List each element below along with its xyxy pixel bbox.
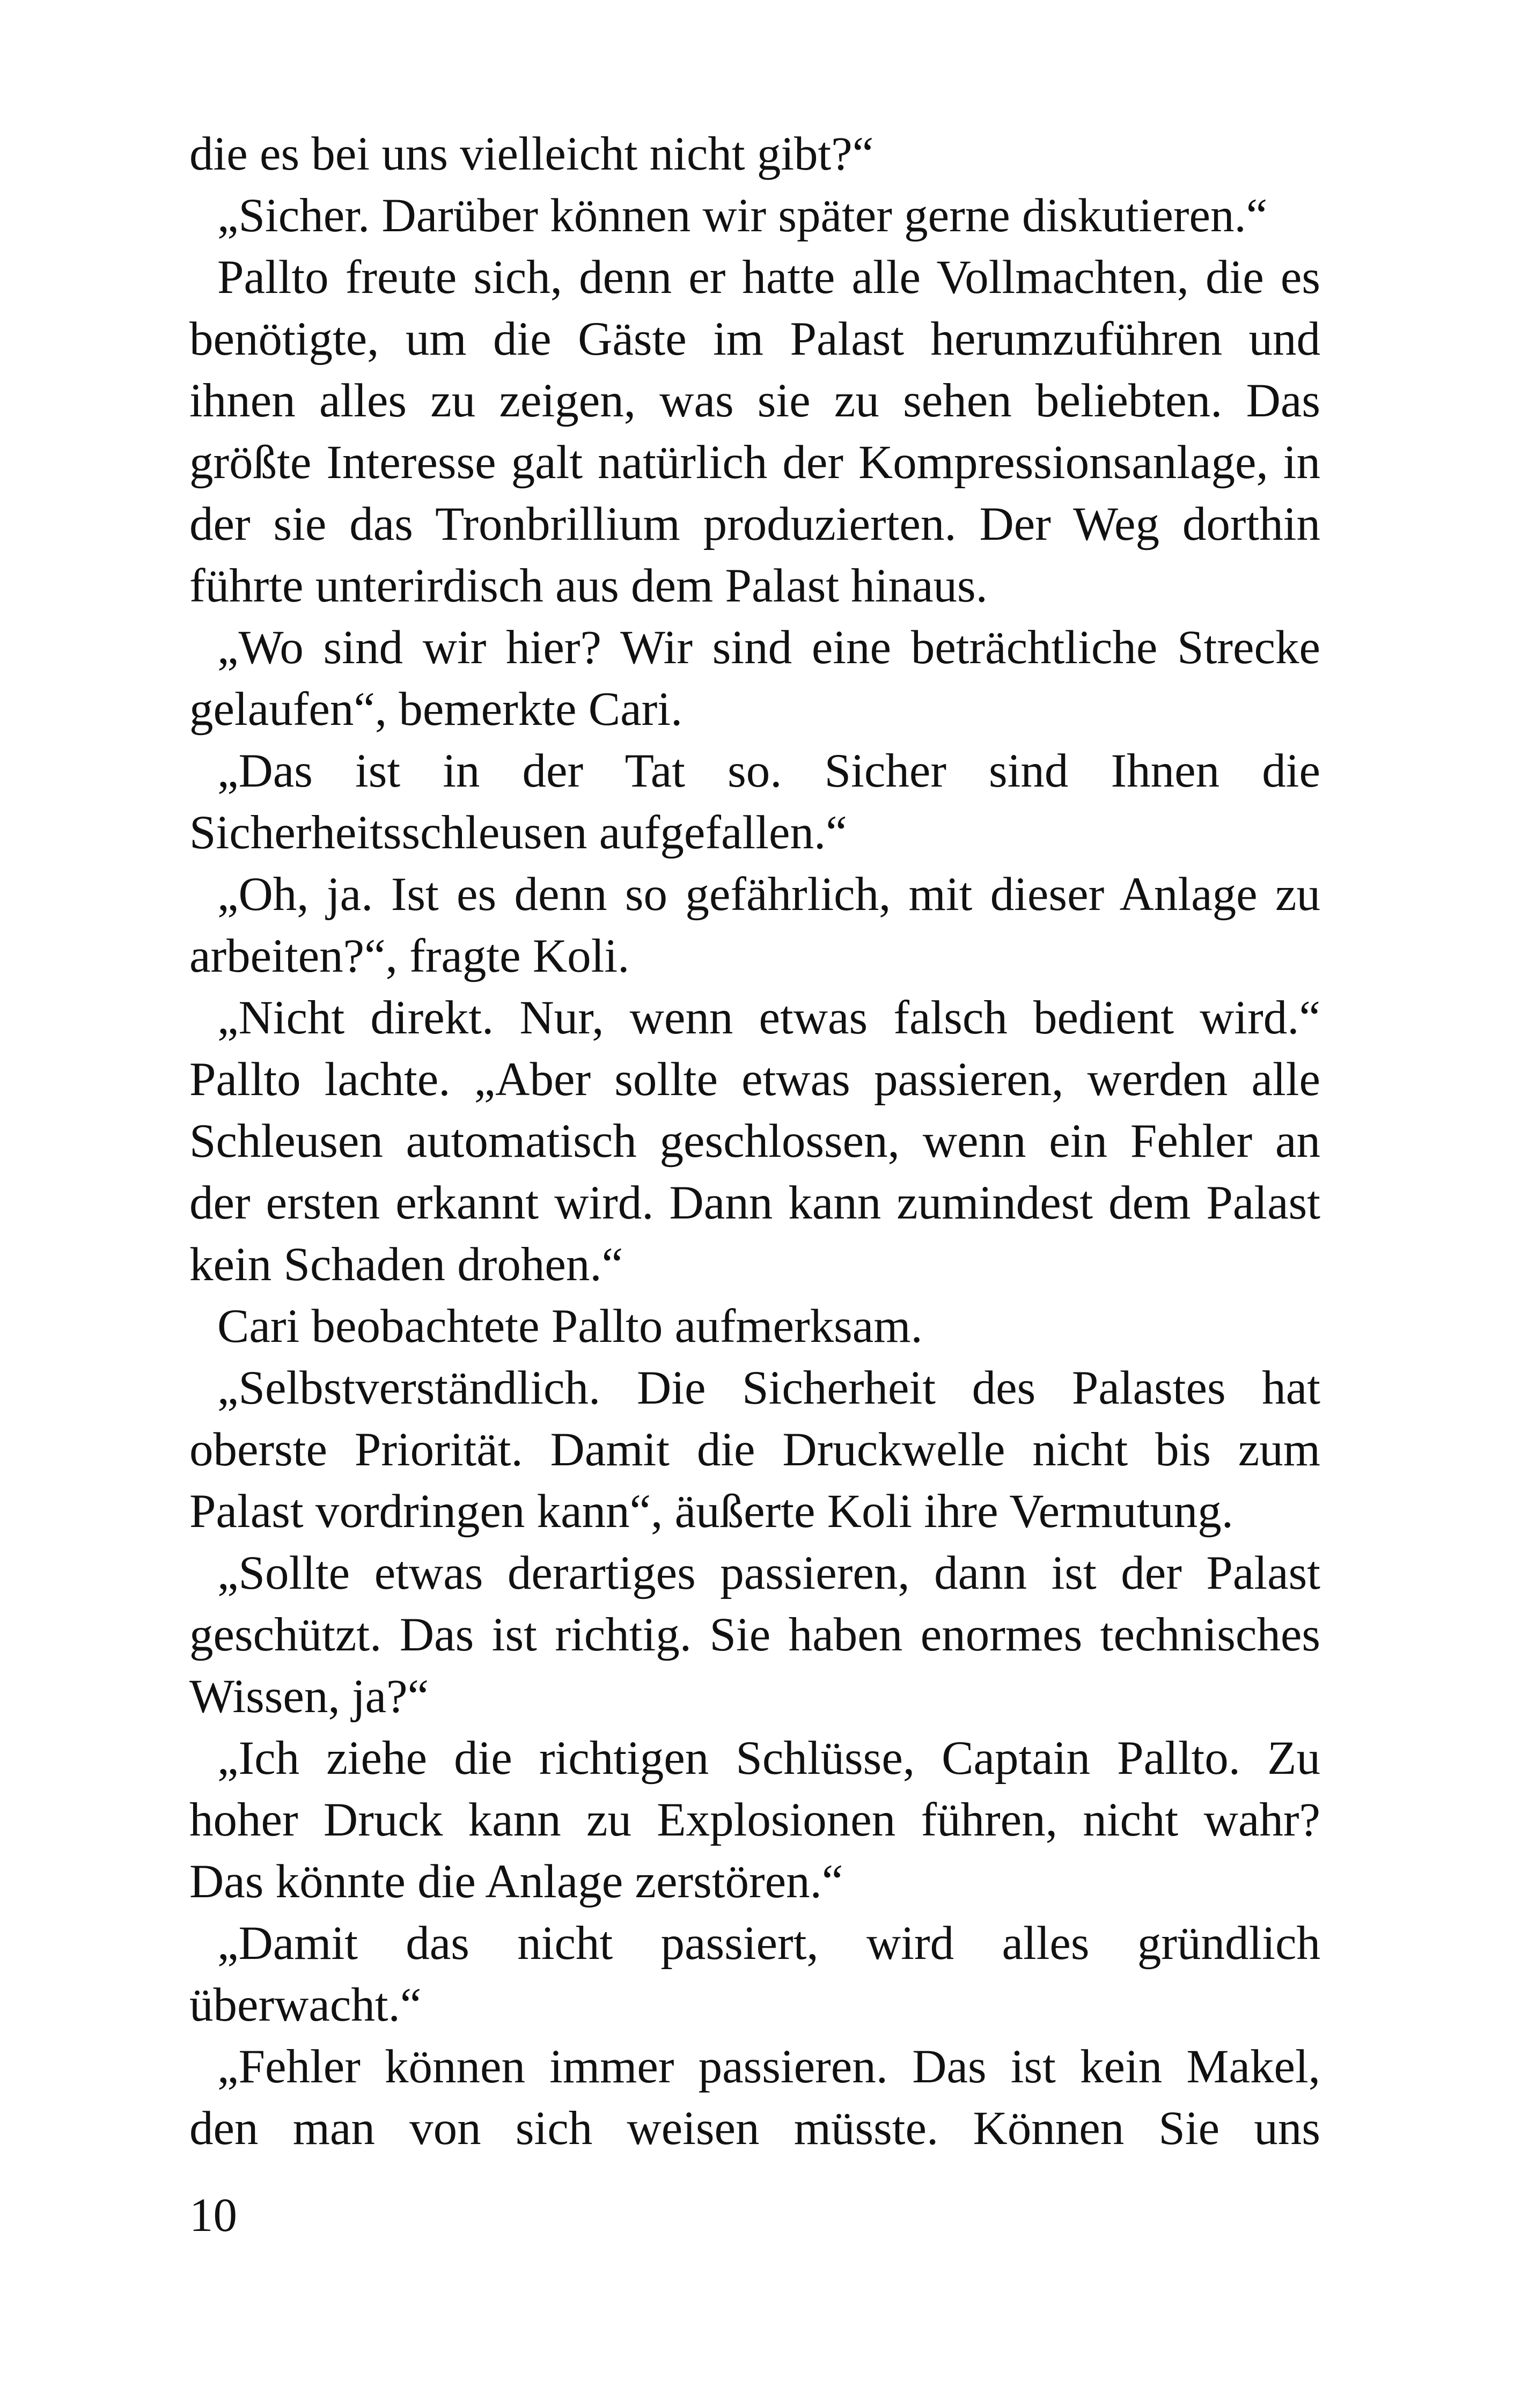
text-line: führte unterirdisch aus dem Palast hinaus. (189, 560, 988, 612)
text-line: Pallto lachte. „Aber sollte etwas passieren, werden alle (189, 1053, 1320, 1106)
text-line: „Selbstverständlich. Die Sicherheit des Palastes hat (217, 1362, 1320, 1414)
text-line: benötigte, um die Gäste im Palast herumzuführen und (189, 313, 1320, 365)
text-line: hoher Druck kann zu Explosionen führen, nicht wahr? (189, 1794, 1320, 1846)
text-line: kein Schaden drohen.“ (189, 1238, 623, 1291)
text-line: überwacht.“ (189, 1979, 422, 2031)
text-line: „Ich ziehe die richtigen Schlüsse, Captain Pallto. Zu (217, 1732, 1320, 1785)
text-line: Wissen, ja?“ (189, 1670, 429, 1723)
text-line: „Wo sind wir hier? Wir sind eine beträchtliche Strecke (217, 621, 1320, 674)
text-line: „Fehler können immer passieren. Das ist kein Makel, (217, 2040, 1320, 2093)
text-line: Cari beobachtete Pallto aufmerksam. (217, 1300, 923, 1353)
text-line: Pallto freute sich, denn er hatte alle Vollmachten, die es (217, 251, 1320, 304)
page-number: 10 (189, 2189, 237, 2242)
text-line: ihnen alles zu zeigen, was sie zu sehen beliebten. Das (189, 375, 1320, 427)
text-line: „Das ist in der Tat so. Sicher sind Ihnen die (217, 745, 1320, 797)
text-line: die es bei uns vielleicht nicht gibt?“ (189, 128, 874, 180)
text-line: den man von sich weisen müsste. Können Sie uns (189, 2102, 1320, 2155)
text-line: „Nicht direkt. Nur, wenn etwas falsch bedient wird.“ (217, 992, 1320, 1044)
text-line: größte Interesse galt natürlich der Kompressionsanlage, in (189, 436, 1320, 489)
text-line: geschützt. Das ist richtig. Sie haben enormes technisches (189, 1609, 1320, 1661)
text-line: Sicherheitsschleusen aufgefallen.“ (189, 806, 847, 859)
text-line: gelaufen“, bemerkte Cari. (189, 683, 683, 736)
text-line: der ersten erkannt wird. Dann kann zumindest dem Palast (189, 1177, 1320, 1229)
text-line: Palast vordringen kann“, äußerte Koli ihre Vermutung. (189, 1485, 1233, 1538)
text-line: „Oh, ja. Ist es denn so gefährlich, mit dieser Anlage zu (217, 868, 1320, 921)
body-text (189, 123, 1320, 2160)
text-line: Schleusen automatisch geschlossen, wenn ein Fehler an (189, 1115, 1320, 1168)
text-line: oberste Priorität. Damit die Druckwelle nicht bis zum (189, 1423, 1320, 1476)
text-line: „Sollte etwas derartiges passieren, dann ist der Palast (217, 1547, 1320, 1599)
text-line: „Damit das nicht passiert, wird alles gründlich (217, 1917, 1320, 1970)
text-line: arbeiten?“, fragte Koli. (189, 930, 630, 982)
text-line: „Sicher. Darüber können wir später gerne diskutieren.“ (217, 189, 1268, 242)
text-line: der sie das Tronbrillium produzierten. Der Weg dorthin (189, 498, 1320, 550)
text-line: Das könnte die Anlage zerstören.“ (189, 1855, 843, 1908)
